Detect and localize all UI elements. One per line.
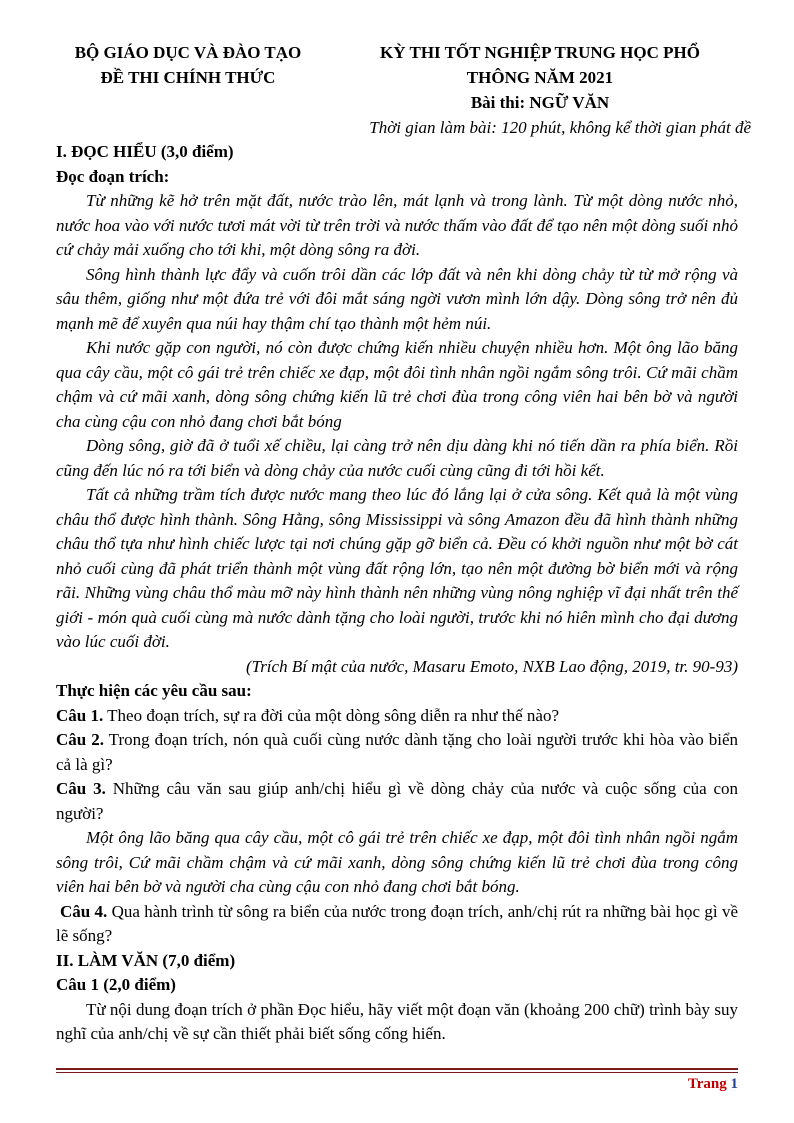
question-4: [56, 900, 738, 949]
question-3: [56, 777, 738, 826]
passage-paragraph-1: Từ những kẽ hở trên mặt đất, nước trào lên, mát lạnh và trong lành. Từ một dòng nước nhỏ, nước hoa vào với nước tươi mát vời từ trên trời và nước thấm vào đất để tạo nên một dòng suối nhỏ cứ chảy mải xuống cho tới khi, một dòng sông ra đời.: [56, 191, 738, 259]
section2-question-1-heading: Câu 1 (2,0 điểm): [56, 975, 176, 994]
citation: (Trích Bí mật của nước, Masaru Emoto, NXB Lao động, 2019, tr. 90-93): [246, 656, 738, 676]
section2-question-1-text: Từ nội dung đoạn trích ở phần Đọc hiểu, hãy viết một đoạn văn (khoảng 200 chữ) trình bày suy nghĩ của anh/chị về sự cần thiết phải biết sống cống hiến.: [56, 999, 738, 1043]
exam-time: Thời gian làm bài: 120 phút, không kể thời gian phát đề: [369, 118, 751, 137]
page-label: Trang: [687, 1076, 727, 1092]
tasks-heading: Thực hiện các yêu cầu sau:: [56, 681, 252, 700]
page-footer: [56, 1074, 738, 1094]
exam-content: [56, 140, 738, 1047]
exam-header: [326, 40, 754, 140]
section2-heading: II. LÀM VĂN (7,0 điểm): [56, 950, 236, 970]
question-2-text: Trong đoạn trích, nón quà cuối cùng nước dành tặng cho loài người trước khi hòa vào biển cả là gì?: [56, 730, 738, 774]
ministry-header: [48, 40, 328, 90]
question-1-text: Theo đoạn trích, sự ra đời của một dòng sông diễn ra như thế nào?: [103, 705, 560, 725]
official-exam-label: ĐỀ THI CHÍNH THỨC: [100, 68, 276, 87]
question-1-label: Câu 1.: [56, 705, 104, 725]
passage-paragraph-2: Sông hình thành lực đẩy và cuốn trôi dần các lớp đất và nên khi dòng chảy từ từ mở rộng và sâu thêm, giống như một đứa trẻ với đôi mắt sáng ngời vươn mình lớn dậy. Dòng sông trở nên đủ mạnh mẽ để xuyên qua núi hay thậm chí tạo thành một hẻm núi.: [56, 264, 738, 333]
passage-label: Đọc đoạn trích:: [56, 166, 170, 186]
question-3-label: Câu 3.: [56, 779, 106, 798]
exam-subject: Bài thi: NGỮ VĂN: [470, 93, 610, 112]
question-3-quote: Một ông lão băng qua cây cầu, một cô gái trẻ trên chiếc xe đạp, một đôi tình nhân ngồi ngắm sông trôi, Cứ mãi chầm chậm và cứ mãi xanh, dòng sông chứng kiến lũ trẻ chơi đùa trong công viên hai bên bờ và người cha cùng cậu con nhỏ đang chơi bắt bóng.: [56, 828, 738, 896]
question-4-text: Qua hành trình từ sông ra biển của nước trong đoạn trích, anh/chị rút ra những bài học gì về lẽ sống?: [56, 901, 738, 945]
section1-heading: I. ĐỌC HIỂU (3,0 điểm): [56, 142, 234, 161]
footer-rule-thick: [56, 1068, 738, 1070]
question-3-text: Những câu văn sau giúp anh/chị hiểu gì về dòng chảy của nước và cuộc sống của con người?: [56, 779, 739, 823]
passage-paragraph-4: Dòng sông, giờ đã ở tuổi xế chiều, lại càng trở nên dịu dàng khi nó tiến dần ra phía biển. Rồi cũng đến lúc nó ra tới biển và dòng chảy của nước cuối cùng cũng đi tới hồi kết.: [56, 436, 738, 480]
passage-paragraph-3: Khi nước gặp con người, nó còn được chứng kiến nhiều chuyện nhiều hơn. Một ông lão băng qua cây cầu, một cô gái trẻ trên chiếc xe đạp, một đôi tình nhân ngồi ngắm sông trôi. Cứ mãi chầm chậm và cứ mãi xanh, dòng sông chứng kiến lũ trẻ chơi đùa trong công viên hai bên bờ và người cha cùng cậu con nhỏ đang chơi bắt bóng: [56, 338, 738, 431]
footer-rule-thin: [56, 1072, 738, 1073]
exam-title-line1: KỲ THI TỐT NGHIỆP TRUNG HỌC PHỔ: [380, 43, 700, 62]
ministry-name: BỘ GIÁO DỤC VÀ ĐÀO TẠO: [74, 43, 302, 62]
question-2-label: Câu 2.: [56, 730, 104, 749]
question-1: [56, 704, 738, 729]
passage-paragraph-5: Tất cả những trầm tích được nước mang theo lúc đó lắng lại ở cửa sông. Kết quả là một vùng châu thổ được hình thành. Sông Hằng, sông Mississippi và sông Amazon đều đã hình thành những châu thổ tựa như hình chiếc lược tại nơi chúng gặp gỡ biển cả. Đều có khởi nguồn như một bờ cát nhỏ cuối cùng đã phát triển thành một vùng đất rộng lớn, tạo nên một đường bờ biển mới và rộng rãi. Những vùng châu thổ màu mỡ này hình thành nên những vùng nông nghiệp vĩ đại nhất trên thế giới - món quà cuối cùng mà nước dành tặng cho loài người, trước khi nó hiên mình cho đại dương vào lúc cuối đời.: [56, 485, 738, 651]
question-2: [56, 728, 738, 777]
exam-title-line2: THÔNG NĂM 2021: [466, 68, 614, 87]
page-number: 1: [730, 1076, 738, 1092]
question-4-label: Câu 4.: [60, 901, 108, 921]
